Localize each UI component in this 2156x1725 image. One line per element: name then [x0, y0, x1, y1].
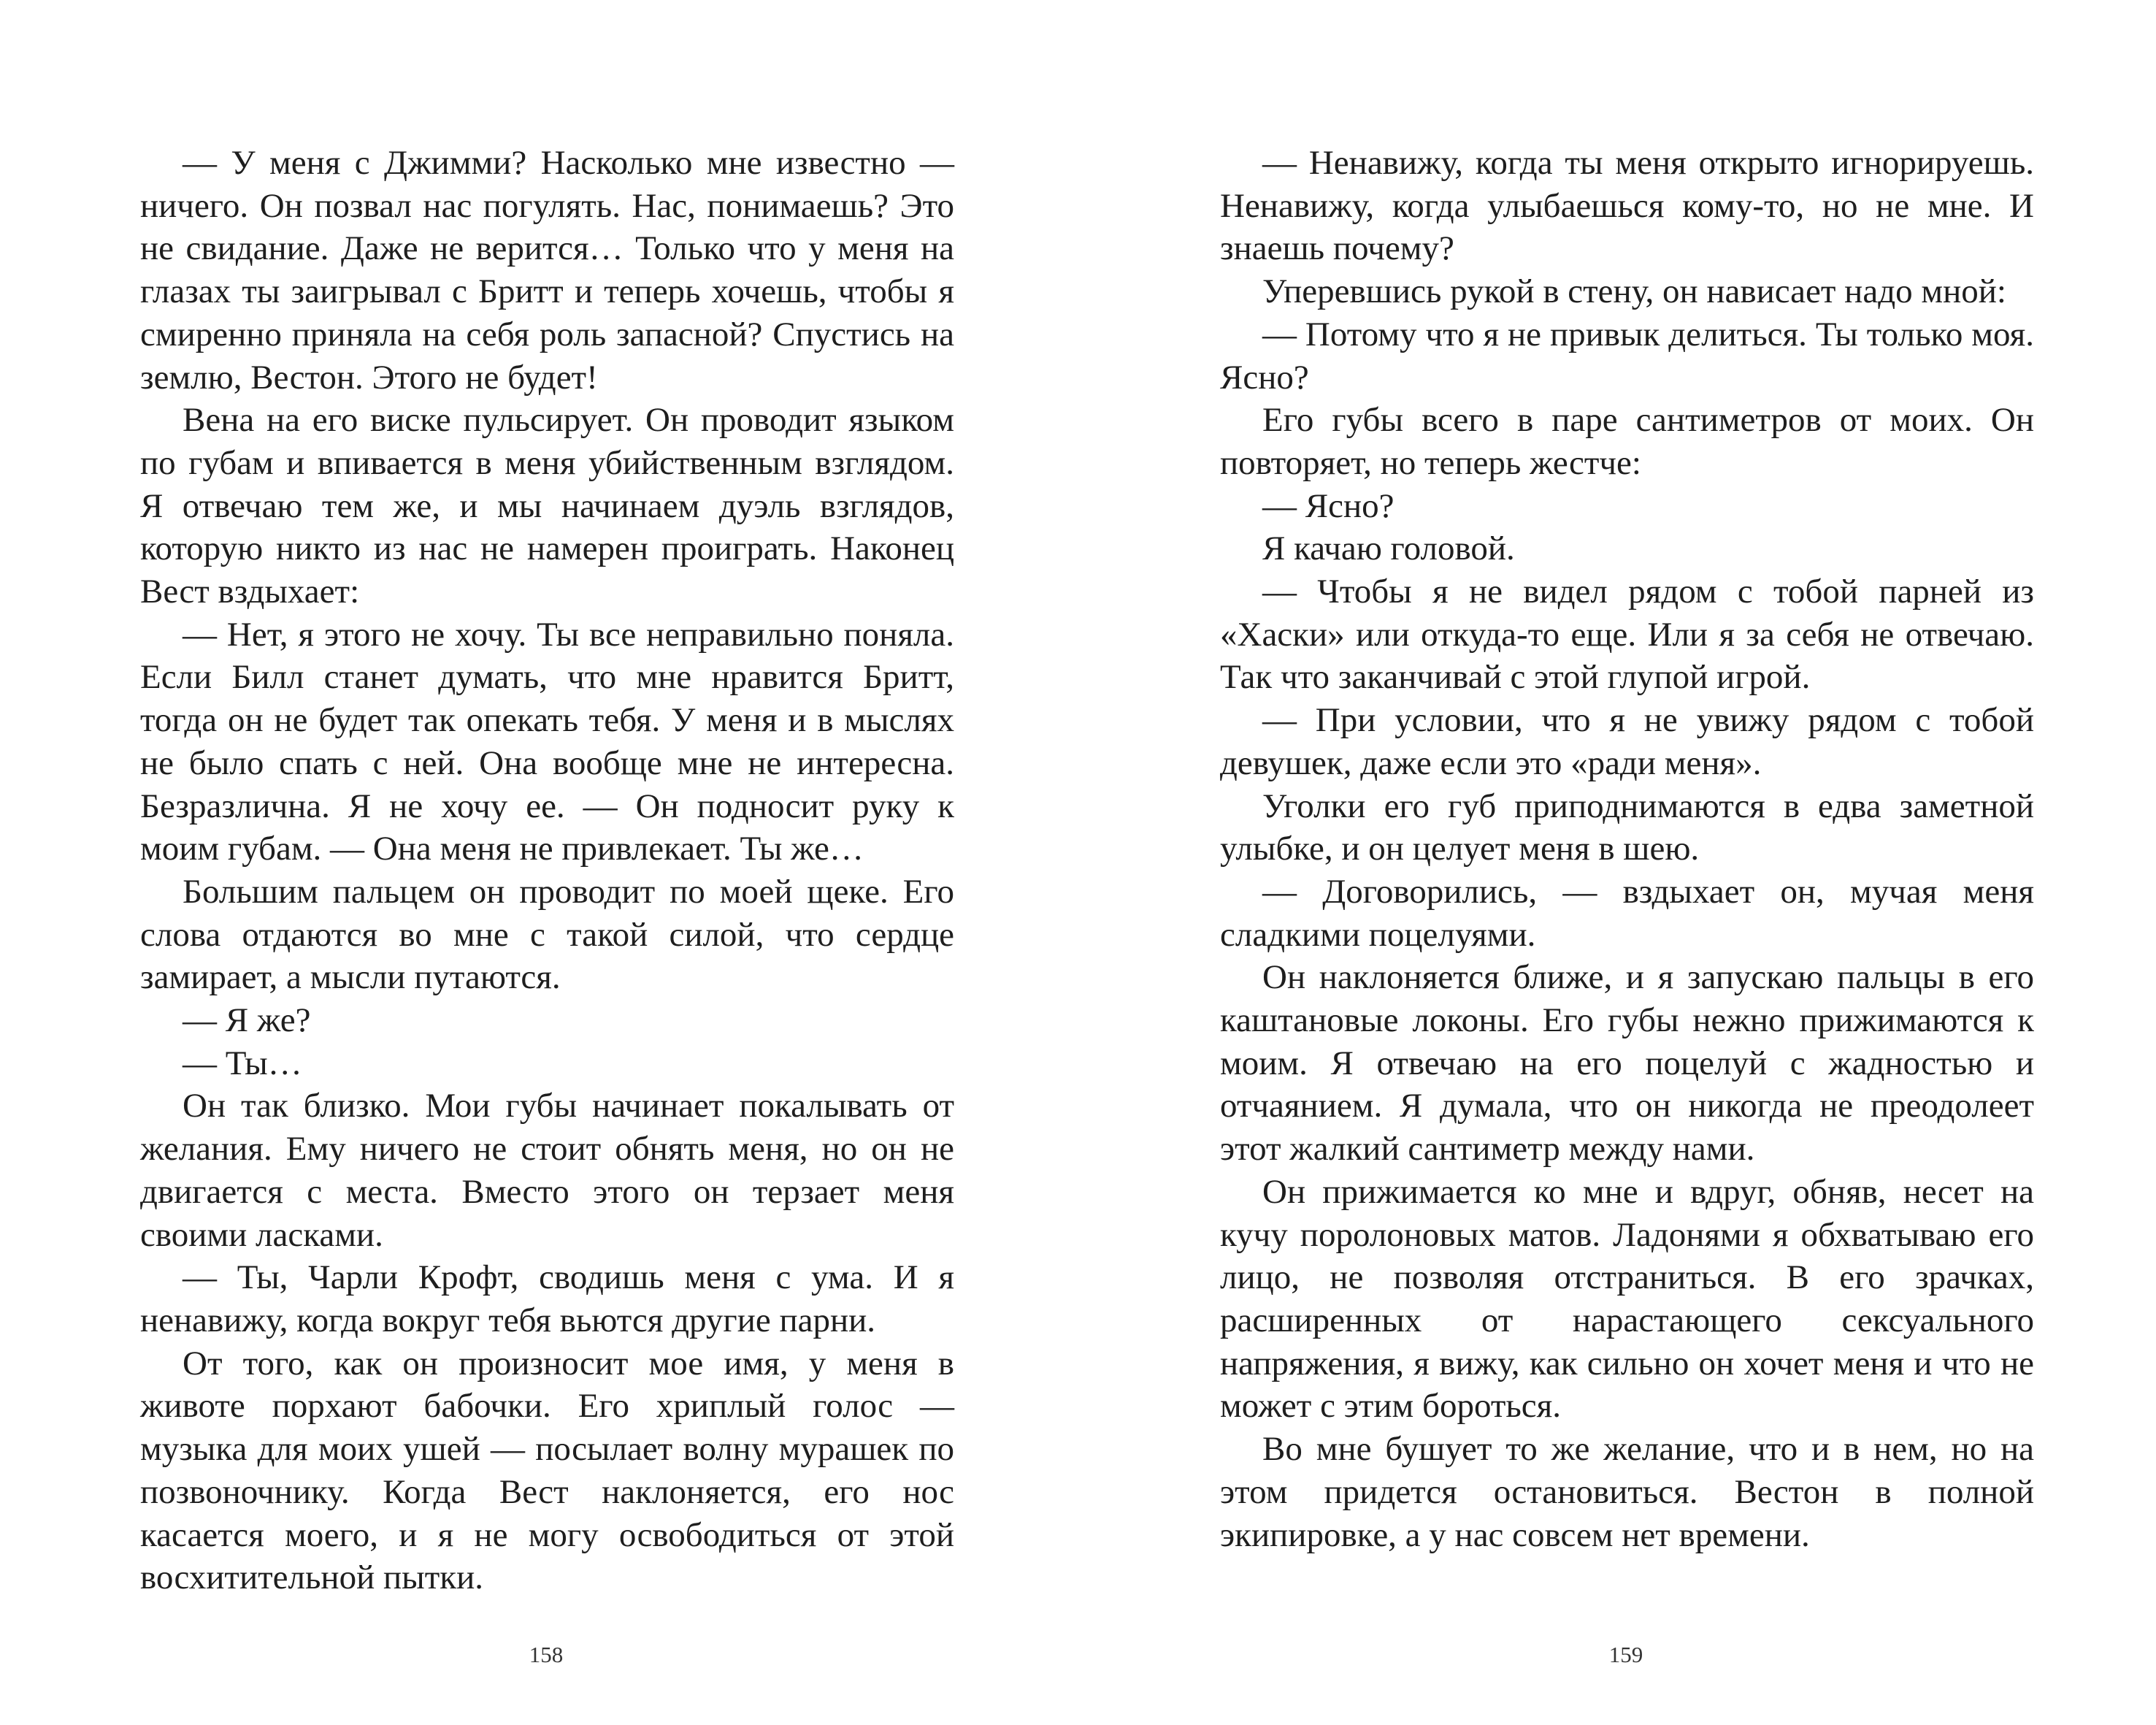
paragraph: — У меня с Джимми? Насколько мне известно — ничего. Он позвал нас погулять. Нас, понимаешь? Это не свидание. Даже не верится… Только что у меня на глазах ты заигрывал с Бритт и теперь хочешь, чтобы я смиренно приняла на себя роль запасной? Спустись на землю, Вестон. Этого не будет!: [140, 144, 954, 397]
paragraph: Во мне бушует то же желание, что и в нем, но на этом придется остановиться. Вестон в полной экипировке, а у нас совсем нет времени.: [1220, 1430, 2034, 1554]
paragraph: Уперевшись рукой в стену, он нависает надо мной:: [1262, 272, 2006, 311]
left-page-text: [140, 142, 954, 1599]
paragraph: Вена на его виске пульсирует. Он проводит языком по губам и впивается в меня убийственным взглядом. Я отвечаю тем же, и мы начинаем дуэль взглядов, которую никто из нас не намерен проиграть. Наконец Вест вздыхает:: [140, 401, 954, 611]
paragraph: — Договорились, — вздыхает он, мучая меня сладкими поцелуями.: [1220, 872, 2034, 954]
paragraph: — Ненавижу, когда ты меня открыто игнорируешь. Ненавижу, когда улыбаешься кому-то, но не мне. И знаешь почему?: [1220, 144, 2034, 268]
paragraph: — Я же?: [183, 1001, 311, 1040]
paragraph: — При условии, что я не увижу рядом с тобой девушек, даже если это «ради меня».: [1220, 701, 2034, 782]
right-page: [1078, 0, 2156, 1725]
paragraph: — Нет, я этого не хочу. Ты все неправильно поняла. Если Билл станет думать, что мне нравится Бритт, тогда он не будет так опекать тебя. У меня и в мыслях не было спать с ней. Она вообще мне не интересна. Безразлична. Я не хочу ее. — Он подносит руку к моим губам. — Она меня не привлекает. Ты же…: [140, 615, 954, 868]
paragraph: — Потому что я не привык делиться. Ты только моя. Ясно?: [1220, 315, 2034, 397]
paragraph: Он наклоняется ближе, и я запускаю пальцы в его каштановые локоны. Его губы нежно прижимаются к моим. Я отвечаю на его поцелуй с жадностью и отчаянием. Я думала, что он никогда не преодолеет этот жалкий сантиметр между нами.: [1220, 958, 2034, 1169]
paragraph: — Ты, Чарли Крофт, сводишь меня с ума. И я ненавижу, когда вокруг тебя вьются другие парни.: [140, 1258, 954, 1339]
paragraph: — Ясно?: [1262, 486, 1395, 525]
paragraph: Он так близко. Мои губы начинает покалывать от желания. Ему ничего не стоит обнять меня, но он не двигается с места. Вместо этого он терзает меня своими ласками.: [140, 1087, 954, 1254]
paragraph: Уголки его губ приподнимаются в едва заметной улыбке, и он целует меня в шею.: [1220, 787, 2034, 868]
paragraph: Он прижимается ко мне и вдруг, обняв, несет на кучу поролоновых матов. Ладонями я обхватываю его лицо, не позволяя отстраниться. В его зрачках, расширенных от нарастающего сексуального напряжения, я вижу, как сильно он хочет меня и что не может с этим бороться.: [1220, 1172, 2034, 1426]
page-number-right: 159: [1608, 1642, 1643, 1667]
paragraph: От того, как он произносит мое имя, у меня в животе порхают бабочки. Его хриплый голос — музыка для моих ушей — посылает волну мурашек по позвоночнику. Когда Вест наклоняется, его нос касается моего, и я не могу освободиться от этой восхитительной пытки.: [140, 1344, 954, 1597]
paragraph: Большим пальцем он проводит по моей щеке. Его слова отдаются во мне с такой силой, что сердце замирает, а мысли путаются.: [140, 872, 954, 997]
paragraph: Его губы всего в паре сантиметров от моих. Он повторяет, но теперь жестче:: [1220, 401, 2034, 482]
page-number-left: 158: [529, 1642, 564, 1667]
paragraph: — Чтобы я не видел рядом с тобой парней из «Хаски» или откуда-то еще. Или я за себя не отвечаю. Так что заканчивай с этой глупой игрой.: [1220, 573, 2034, 697]
right-page-text: [1220, 142, 2034, 1556]
paragraph: — Ты…: [183, 1044, 302, 1082]
paragraph: Я качаю головой.: [1262, 529, 1515, 568]
